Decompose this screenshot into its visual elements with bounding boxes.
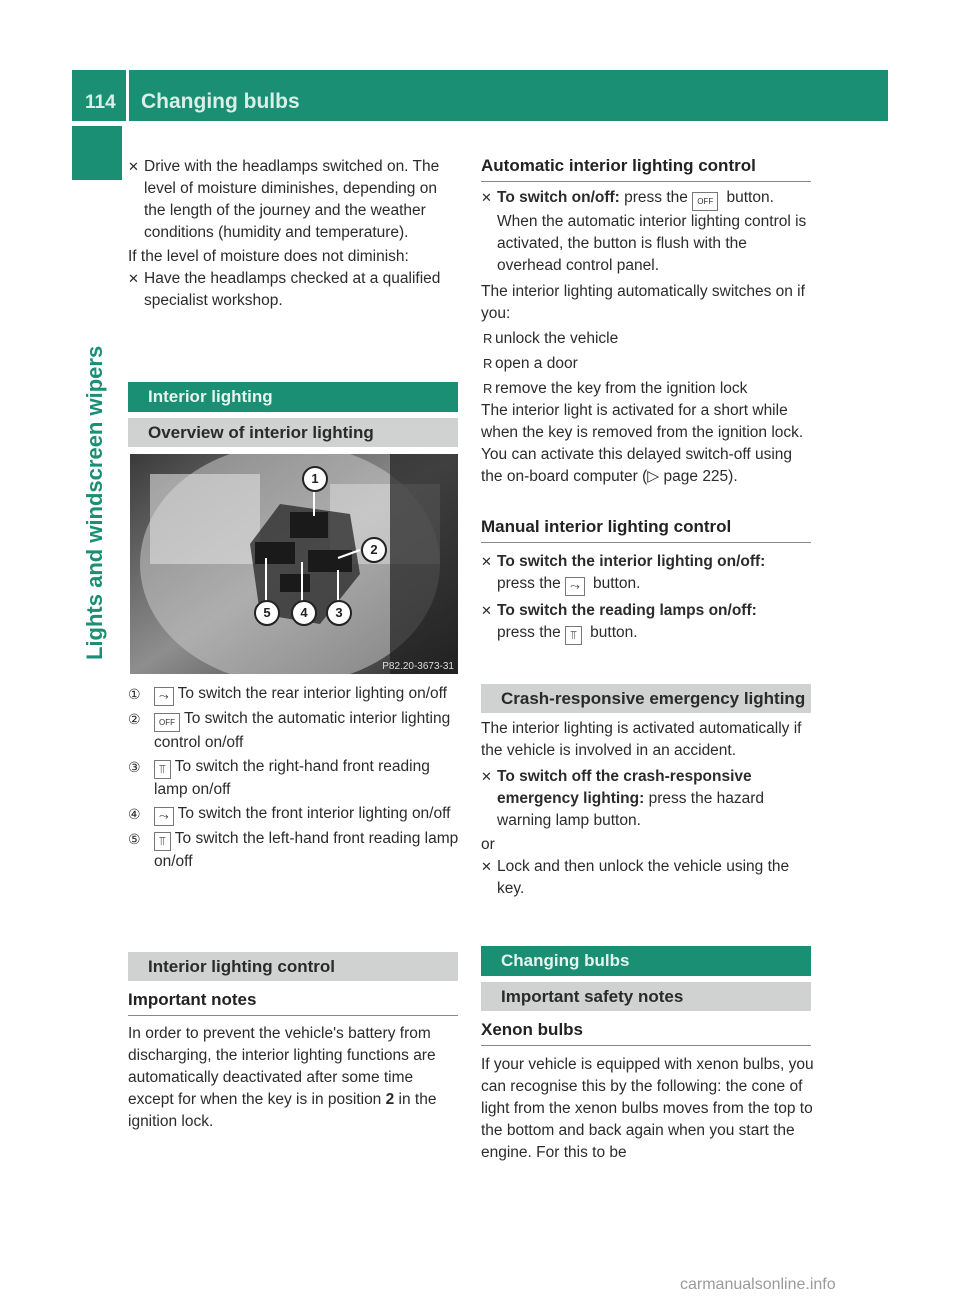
callout-4: 4 — [291, 600, 317, 626]
xenon-body: If your vehicle is equipped with xenon bulbs, you can recognise this by the following: the cone of light from the xenon bulbs moves from the top to the bottom and back again when you start the engine. For this to be — [481, 1056, 814, 1161]
auto-off-icon: OFF — [692, 192, 718, 211]
page-ref-arrow-icon: ▷ — [647, 468, 660, 485]
manual-step-2: ✕ To switch the reading lamps on/off: press the ⫪ button. — [481, 600, 814, 645]
safety-heading: Important safety notes — [481, 982, 811, 1011]
crash-heading: Crash-responsive emergency lighting — [481, 684, 811, 713]
reading-lamp-icon: ⫪ — [565, 626, 582, 645]
bullet-icon: R — [483, 381, 493, 396]
control-heading: Interior lighting control — [128, 952, 458, 981]
step-arrow-icon: ✕ — [128, 159, 139, 174]
crash-step-2: ✕ Lock and then unlock the vehicle using the key. — [481, 858, 790, 897]
step-arrow-icon: ✕ — [128, 271, 139, 286]
auto-section — [481, 187, 814, 488]
crash-body: The interior lighting is activated automatically if the vehicle is involved in an accident. — [481, 720, 802, 759]
auto-bullet-2: R open a door — [481, 353, 814, 375]
rear-light-icon: ⤳ — [154, 687, 174, 706]
page-title: Changing bulbs — [141, 90, 300, 113]
callout-2: 2 — [361, 537, 387, 563]
crash-step: ✕ To switch off the crash-responsive emergency lighting: press the hazard warning lamp button. — [481, 768, 765, 829]
auto-heading: Automatic interior lighting control — [481, 156, 811, 182]
overview-heading: Overview of interior lighting — [128, 418, 458, 447]
header-divider — [126, 70, 129, 121]
bulbs-heading: Changing bulbs — [481, 946, 811, 976]
step-drive: ✕ Drive with the headlamps switched on. The level of moisture diminishes, depending on the length of the journey and the weather conditions (humidity and temperature). — [128, 158, 440, 241]
section-tab — [72, 126, 122, 180]
callout-5: 5 — [254, 600, 280, 626]
important-notes-heading: Important notes — [128, 990, 458, 1016]
xenon-heading: Xenon bulbs — [481, 1020, 811, 1046]
step-arrow-icon: ✕ — [481, 769, 492, 784]
auto-bullet-3: R remove the key from the ignition lock — [481, 378, 814, 400]
legend-item-5: ⑤ ⫪ To switch the left-hand front reading lamp on/off — [128, 830, 459, 870]
reading-lamp-icon: ⫪ — [154, 832, 171, 851]
crash-section — [481, 718, 814, 900]
legend-item-4: ④ ⤳ To switch the front interior lighting on/off — [128, 803, 462, 826]
manual-heading: Manual interior lighting control — [481, 517, 811, 543]
auto-off-icon: OFF — [154, 713, 180, 732]
overhead-control-panel-photo — [130, 454, 458, 674]
manual-section — [481, 551, 814, 645]
page-number: 114 — [85, 92, 116, 113]
crash-or: or — [481, 836, 495, 853]
auto-note: The interior lighting automatically switches on if you: — [481, 283, 805, 322]
step-arrow-icon: ✕ — [481, 190, 492, 205]
bullet-icon: R — [483, 331, 493, 346]
auto-step: ✕ To switch on/off: press the OFF button. When the automatic interior lighting control is activated, the button is flush with the overhead control panel. — [481, 189, 807, 274]
manual-step-1: ✕ To switch the interior lighting on/off: press the ⤳ button. — [481, 551, 814, 596]
callout-3: 3 — [326, 600, 352, 626]
step-arrow-icon: ✕ — [481, 554, 492, 569]
reading-lamp-icon: ⫪ — [154, 760, 171, 779]
photo-legend — [128, 683, 462, 873]
watermark: carmanualsonline.info — [680, 1276, 836, 1293]
legend-item-1: ① ⤳ To switch the rear interior lighting on/off — [128, 683, 462, 706]
important-notes-body: In order to prevent the vehicle's battery from discharging, the interior lighting functions are automatically deactivated after some time except for when the key is in position 2 in the ignition lock. — [128, 1025, 437, 1130]
step-check: ✕ Have the headlamps checked at a qualified specialist workshop. — [128, 270, 441, 309]
auto-bullet-1: R unlock the vehicle — [481, 328, 814, 350]
moisture-note: If the level of moisture does not diminish: — [128, 248, 409, 265]
section-side-title: Lights and windscreen wipers — [82, 345, 107, 660]
legend-item-2: ② OFF To switch the automatic interior lighting control on/off — [128, 710, 451, 751]
step-arrow-icon: ✕ — [481, 603, 492, 618]
interior-lighting-heading: Interior lighting — [128, 382, 458, 412]
left-column-top — [128, 156, 460, 312]
legend-item-3: ③ ⫪ To switch the right-hand front reading lamp on/off — [128, 758, 430, 798]
bullet-icon: R — [483, 356, 493, 371]
overhead-panel-image — [130, 454, 458, 674]
auto-delay-note: The interior light is activated for a short while when the key is removed from the ignition lock. You can activate this delayed switch-off using the on-board computer (▷ page 225). — [481, 402, 804, 485]
front-light-icon: ⤳ — [154, 807, 174, 826]
callout-1: 1 — [302, 466, 328, 492]
front-light-icon: ⤳ — [565, 577, 585, 596]
photo-code: P82.20-3673-31 — [382, 661, 454, 672]
step-arrow-icon: ✕ — [481, 859, 492, 874]
